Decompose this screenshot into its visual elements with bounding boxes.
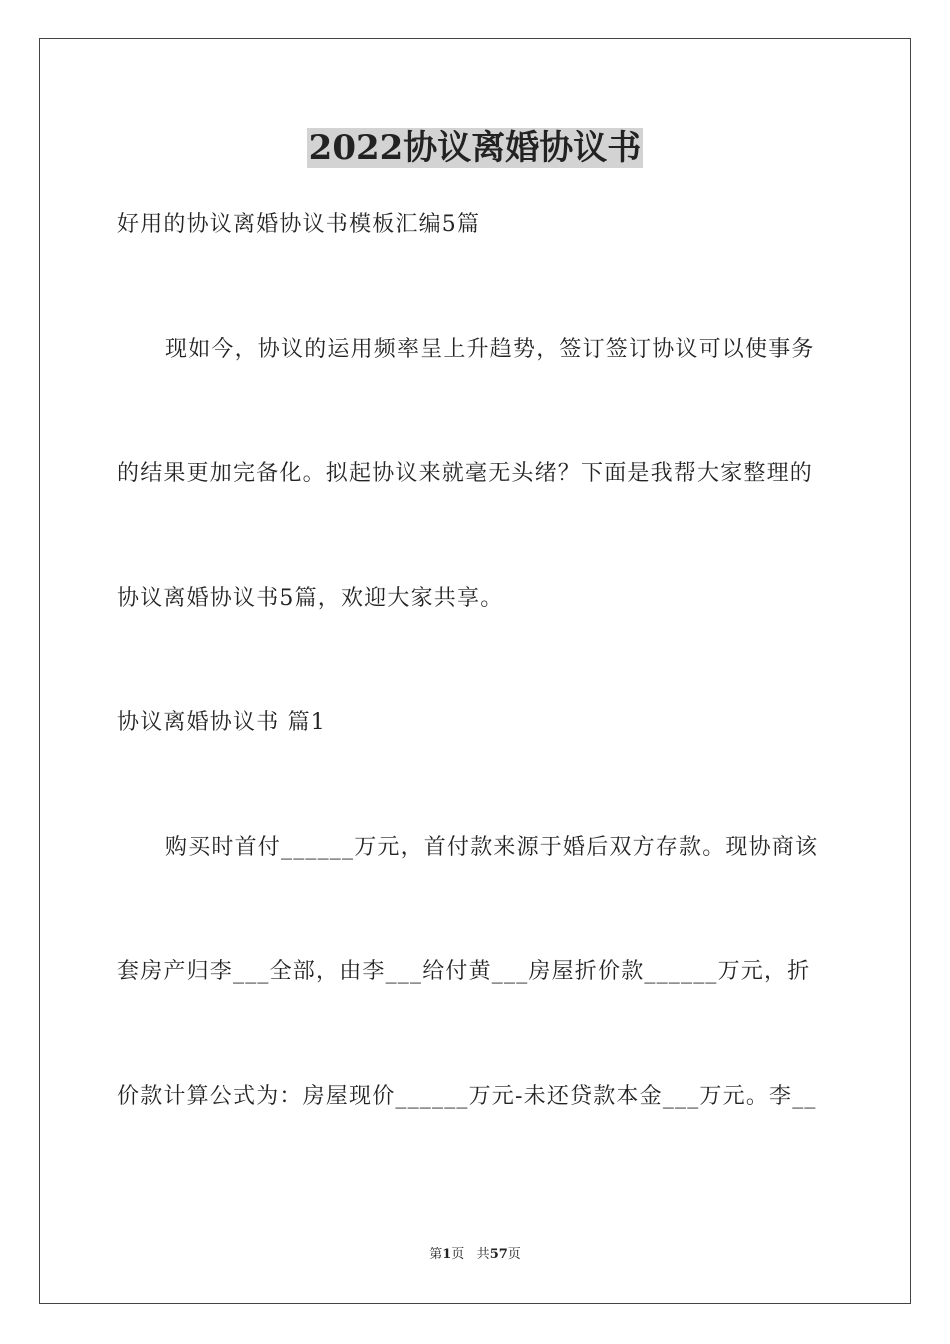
footer-total-pages: 57 [489,1247,508,1262]
paragraph-line-2: 的结果更加完备化。拟起协议来就毫无头绪？下面是我帮大家整理的 [117,461,814,486]
paragraph-line-6: 价款计算公式为：房屋现价______万元-未还贷款本金___万元。李__ [117,1084,817,1109]
footer-page-prefix: 第 [429,1247,443,1262]
document-title [0,126,950,170]
page-footer [0,1246,950,1264]
paragraph-line-4: 购买时首付______万元，首付款来源于婚后双方存款。现协商该 [165,835,819,860]
paragraph-line-5: 套房产归李___全部，由李___给付黄___房屋折价款______万元，折 [117,959,811,984]
paragraph-line-3: 协议离婚协议书5篇，欢迎大家共享。 [117,586,504,611]
footer-page-number: 1 [442,1247,452,1262]
footer-total-prefix: 共 [476,1247,490,1262]
document-title-text: 2022协议离婚协议书 [308,128,642,168]
footer-total-suffix: 页 [507,1247,521,1262]
paragraph-line-1: 现如今，协议的运用频率呈上升趋势，签订签订协议可以使事务 [165,337,815,362]
section-heading: 协议离婚协议书 篇1 [117,710,326,735]
document-subtitle: 好用的协议离婚协议书模板汇编5篇 [117,212,481,237]
footer-page-suffix: 页 [451,1247,465,1262]
